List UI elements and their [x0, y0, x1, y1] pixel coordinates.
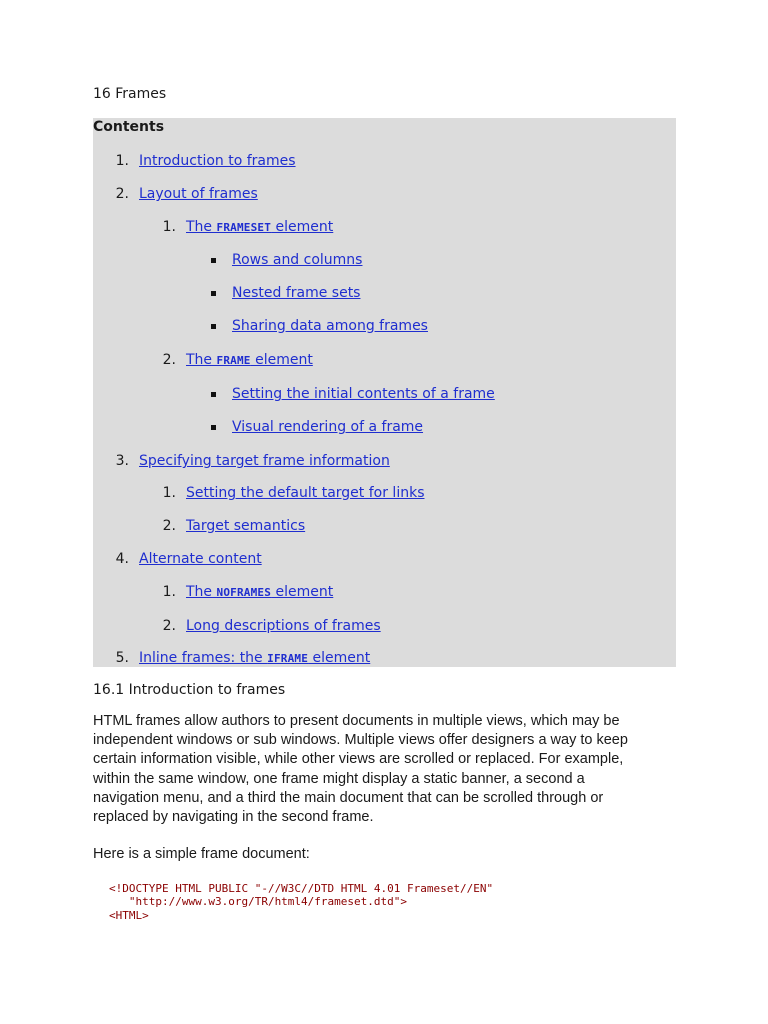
toc-item: [93, 517, 676, 535]
toc-link-text: element: [271, 584, 334, 600]
table-of-contents: [93, 118, 676, 667]
toc-link-alternate-content[interactable]: Alternate content: [139, 551, 262, 567]
toc-number: 1.: [162, 219, 176, 235]
toc-item: [93, 617, 676, 635]
toc-number: 3.: [115, 453, 129, 469]
toc-link-long-descriptions[interactable]: Long descriptions of frames: [186, 618, 381, 634]
bullet-icon: [211, 258, 216, 263]
toc-item: [93, 317, 676, 335]
toc-link-initial-contents[interactable]: Setting the initial contents of a frame: [232, 386, 495, 402]
toc-link-code: NOFRAMES: [216, 586, 272, 599]
toc-item: [93, 418, 676, 436]
toc-link-inline-frames[interactable]: [139, 649, 370, 668]
toc-number: 1.: [162, 584, 176, 600]
toc-link-rows-columns[interactable]: Rows and columns: [232, 252, 363, 268]
toc-link-text: The: [186, 352, 217, 368]
code-line: <!DOCTYPE HTML PUBLIC "-//W3C//DTD HTML 4.01 Frameset//EN": [109, 882, 494, 895]
toc-number: 4.: [115, 551, 129, 567]
code-line: "http://www.w3.org/TR/html4/frameset.dtd">: [109, 895, 408, 908]
toc-link-frame-element[interactable]: [186, 351, 313, 370]
paragraph-line: navigation menu, and a third the main document that can be scrolled through or: [93, 790, 604, 806]
toc-item: [93, 284, 676, 302]
toc-link-text: The: [186, 219, 217, 235]
toc-link-code: IFRAME: [267, 652, 309, 665]
toc-item: [93, 583, 676, 601]
toc-link-code: FRAMESET: [216, 221, 272, 234]
toc-item: [93, 185, 676, 203]
toc-link-frameset-element[interactable]: [186, 218, 333, 237]
code-line: <HTML>: [109, 909, 149, 922]
toc-item: [93, 251, 676, 269]
toc-item: [93, 452, 676, 470]
toc-item: [93, 351, 676, 369]
bullet-icon: [211, 392, 216, 397]
toc-number: 1.: [115, 153, 129, 169]
section-heading: 16.1 Introduction to frames: [93, 682, 286, 698]
toc-heading: Contents: [93, 119, 165, 135]
toc-number: 2.: [162, 618, 176, 634]
toc-link-sharing-data[interactable]: Sharing data among frames: [232, 318, 428, 334]
toc-item: [93, 385, 676, 403]
paragraph-line: independent windows or sub windows. Multiple views offer designers a way to keep: [93, 732, 628, 748]
toc-item: [93, 218, 676, 236]
toc-item: [93, 484, 676, 502]
toc-number: 2.: [162, 352, 176, 368]
paragraph-line: replaced by navigating in the second frame.: [93, 809, 374, 825]
toc-link-text: element: [308, 650, 371, 666]
toc-link-default-target[interactable]: Setting the default target for links: [186, 485, 425, 501]
toc-number: 2.: [162, 518, 176, 534]
toc-item: [93, 152, 676, 170]
toc-number: 1.: [162, 485, 176, 501]
toc-link-noframes-element[interactable]: [186, 583, 333, 602]
bullet-icon: [211, 425, 216, 430]
page-title: 16 Frames: [93, 86, 167, 102]
toc-link-text: Inline frames: the: [139, 650, 268, 666]
toc-link-nested-frame-sets[interactable]: Nested frame sets: [232, 285, 361, 301]
paragraph-line: HTML frames allow authors to present documents in multiple views, which may be: [93, 713, 620, 729]
toc-link-layout[interactable]: Layout of frames: [139, 186, 258, 202]
toc-link-text: element: [250, 352, 313, 368]
toc-link-target-frame-info[interactable]: Specifying target frame information: [139, 453, 390, 469]
simple-frame-paragraph: Here is a simple frame document:: [93, 846, 310, 862]
paragraph-line: within the same window, one frame might display a static banner, a second a: [93, 771, 585, 787]
paragraph-line: certain information visible, while other views are scrolled or replaced. For example,: [93, 751, 624, 767]
toc-number: 5.: [115, 650, 129, 666]
toc-link-visual-rendering[interactable]: Visual rendering of a frame: [232, 419, 424, 435]
toc-link-text: element: [271, 219, 334, 235]
toc-link-target-semantics[interactable]: Target semantics: [186, 518, 306, 534]
toc-item: [93, 649, 676, 667]
toc-link-introduction[interactable]: Introduction to frames: [139, 153, 296, 169]
toc-link-text: The: [186, 584, 217, 600]
bullet-icon: [211, 291, 216, 296]
toc-number: 2.: [115, 186, 129, 202]
toc-link-code: FRAME: [216, 354, 251, 367]
toc-item: [93, 550, 676, 568]
bullet-icon: [211, 324, 216, 329]
